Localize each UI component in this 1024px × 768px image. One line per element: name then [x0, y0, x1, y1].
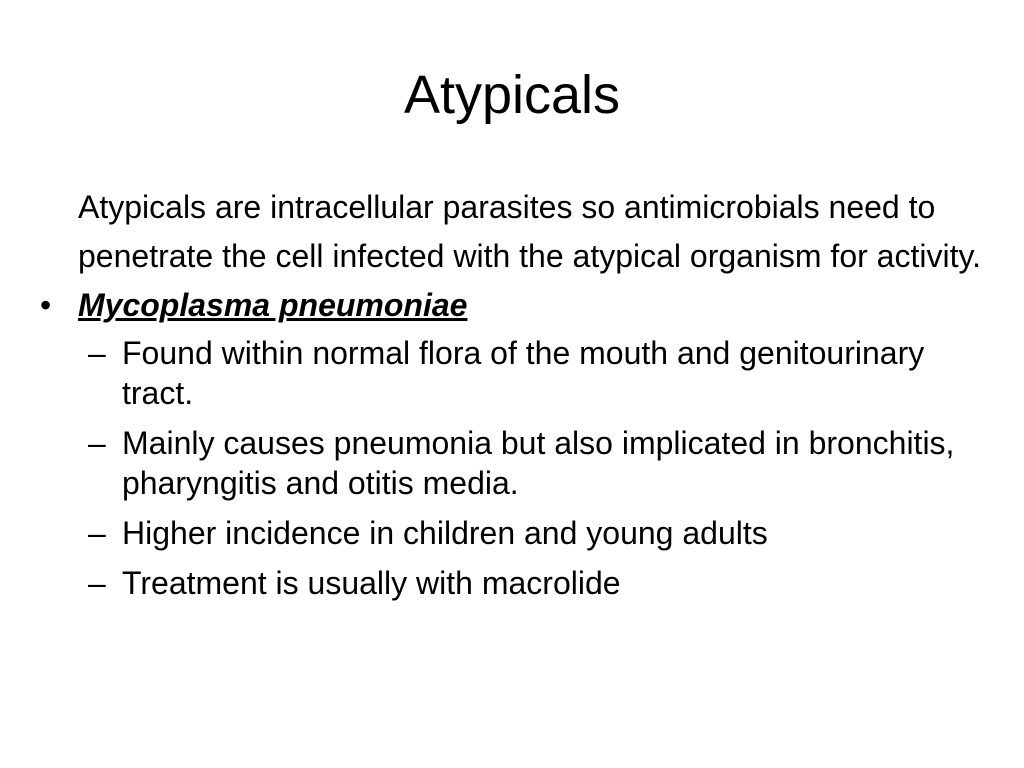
sub-item-text: Found within normal flora of the mouth and genitourinary tract.: [122, 335, 925, 411]
slide-content: [40, 183, 1000, 607]
dash-marker: –: [88, 335, 106, 371]
dash-marker: –: [88, 425, 106, 461]
sub-item: [40, 419, 1000, 507]
intro-paragraph: Atypicals are intracellular parasites so antimicrobials need to penetrate the cell infected with the atypical organism for activity.: [78, 189, 981, 274]
slide-title: Atypicals: [403, 65, 621, 125]
sub-item: [40, 329, 1000, 417]
bullet-marker: •: [40, 287, 52, 323]
sub-item-text: Higher incidence in children and young adults: [122, 515, 768, 551]
dash-marker: –: [88, 565, 106, 601]
bullet-heading: Mycoplasma pneumoniae: [78, 287, 468, 323]
sub-item-text: Treatment is usually with macrolide: [122, 565, 621, 601]
bullet-item: [40, 281, 1000, 329]
sub-item: [40, 509, 1000, 557]
sub-item-text: Mainly causes pneumonia but also implicated in bronchitis, pharyngitis and otitis media.: [122, 425, 955, 501]
dash-marker: –: [88, 515, 106, 551]
sub-item: [40, 559, 1000, 607]
sub-list: [40, 329, 1000, 607]
